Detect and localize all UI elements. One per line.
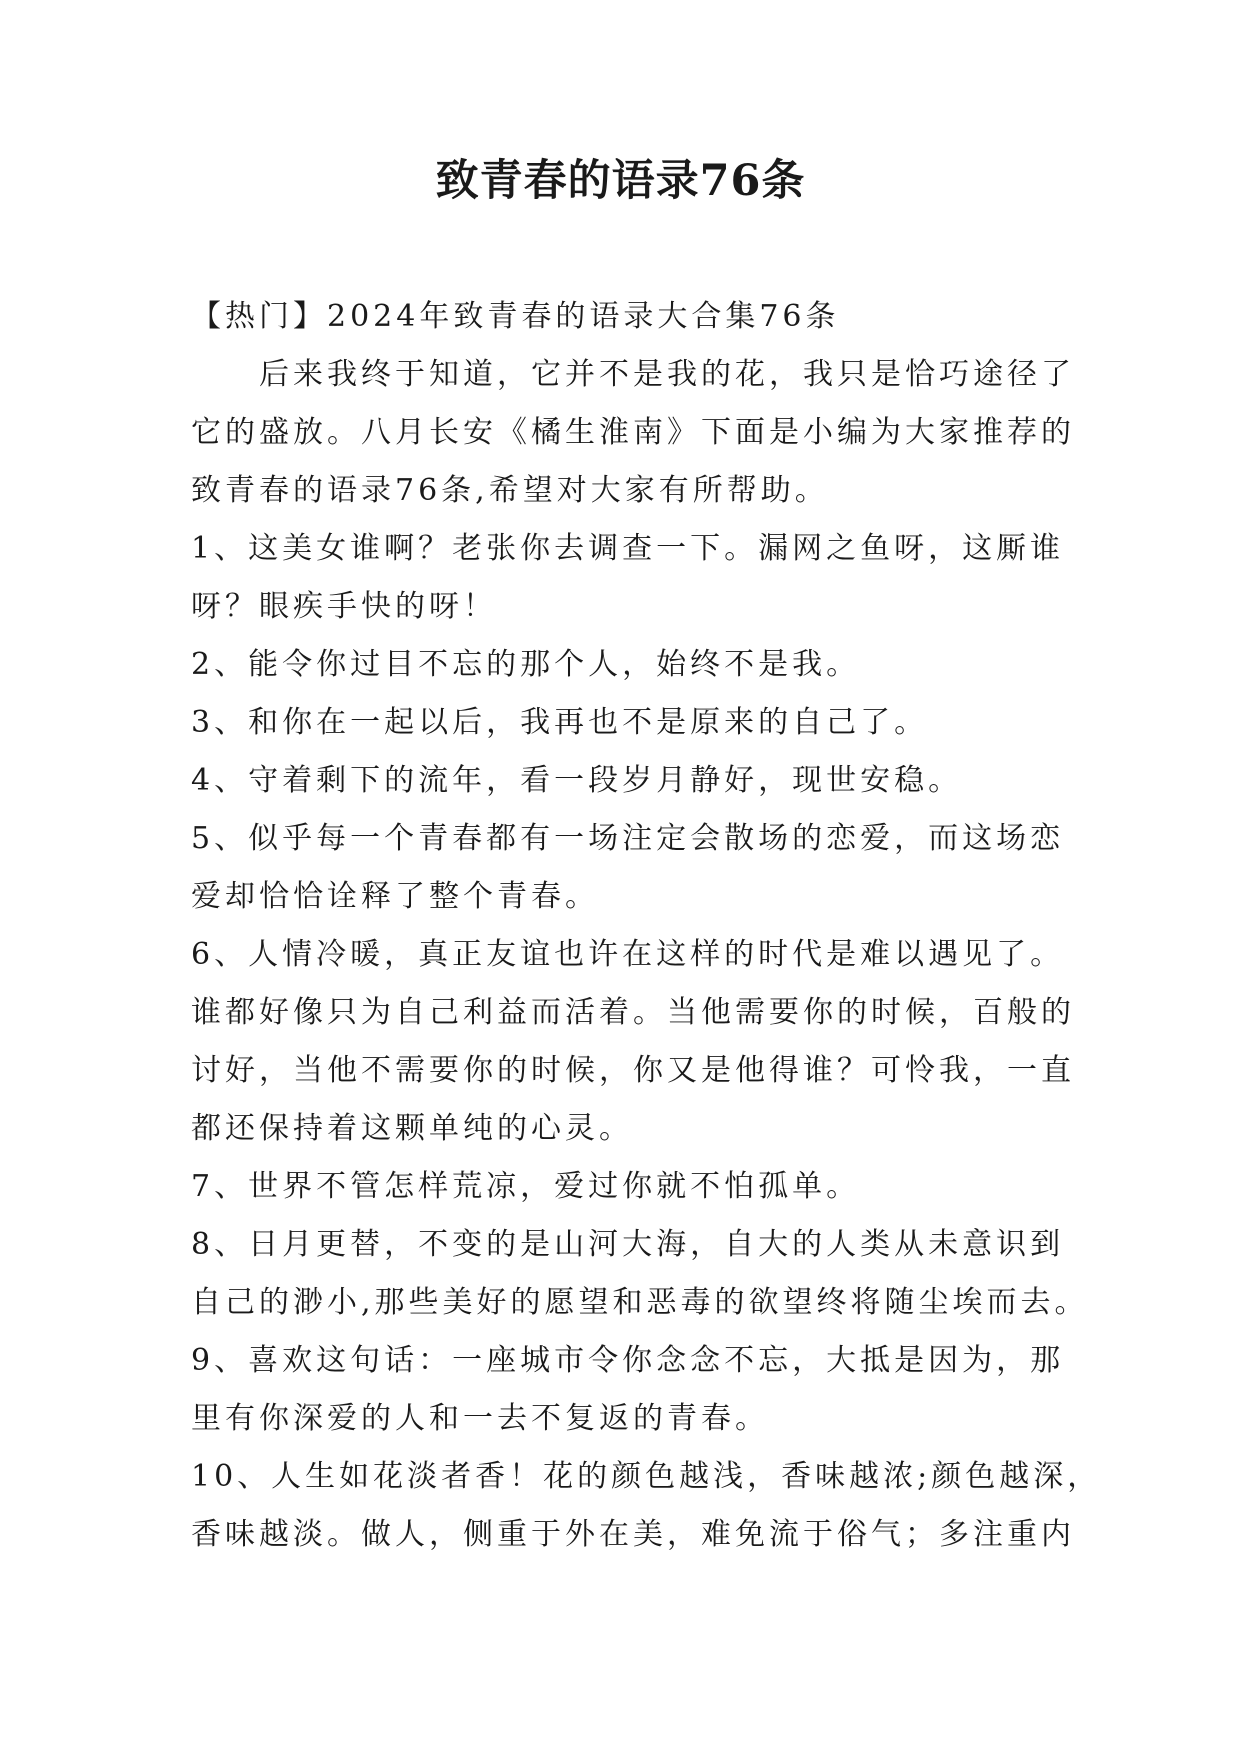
text-line: 7、世界不管怎样荒凉，爱过你就不怕孤单。 [191, 1169, 861, 1204]
text-line: 致青春的语录76条,希望对大家有所帮助。 [191, 473, 829, 508]
text-line: 讨好，当他不需要你的时候，你又是他得谁？可怜我，一直 [191, 1053, 1075, 1088]
text-line: 香味越淡。做人，侧重于外在美，难免流于俗气；多注重内 [191, 1517, 1075, 1552]
text-line: 呀？眼疾手快的呀！ [191, 589, 497, 624]
text-line: 后来我终于知道，它并不是我的花，我只是恰巧途径了 [191, 357, 1075, 392]
text-line: 谁都好像只为自己利益而活着。当他需要你的时候，百般的 [191, 995, 1075, 1030]
text-line: 10、人生如花淡者香！花的颜色越浅，香味越浓;颜色越深， [191, 1459, 1102, 1494]
text-line: 9、喜欢这句话：一座城市令你念念不忘，大抵是因为，那 [191, 1343, 1065, 1378]
text-line: 2、能令你过目不忘的那个人，始终不是我。 [191, 647, 861, 682]
text-line: 都还保持着这颗单纯的心灵。 [191, 1111, 633, 1146]
document-title: 致青春的语录76条 [435, 156, 806, 206]
text-line: 自己的渺小,那些美好的愿望和恶毒的欲望终将随尘埃而去。 [191, 1285, 1089, 1320]
text-line: 6、人情冷暖，真正友谊也许在这样的时代是难以遇见了。 [191, 937, 1065, 972]
text-line: 爱却恰恰诠释了整个青春。 [191, 879, 599, 914]
text-line: 8、日月更替，不变的是山河大海，自大的人类从未意识到 [191, 1227, 1065, 1262]
text-line: 【热门】2024年致青春的语录大合集76条 [191, 299, 840, 334]
text-line: 5、似乎每一个青春都有一场注定会散场的恋爱，而这场恋 [191, 821, 1065, 856]
text-line: 4、守着剩下的流年，看一段岁月静好，现世安稳。 [191, 763, 963, 798]
text-line: 它的盛放。八月长安《橘生淮南》下面是小编为大家推荐的 [191, 415, 1075, 450]
text-line: 1、这美女谁啊？老张你去调查一下。漏网之鱼呀，这厮谁 [191, 531, 1065, 566]
text-line: 3、和你在一起以后，我再也不是原来的自己了。 [191, 705, 929, 740]
document-body [191, 288, 1102, 1564]
text-line: 里有你深爱的人和一去不复返的青春。 [191, 1401, 769, 1436]
